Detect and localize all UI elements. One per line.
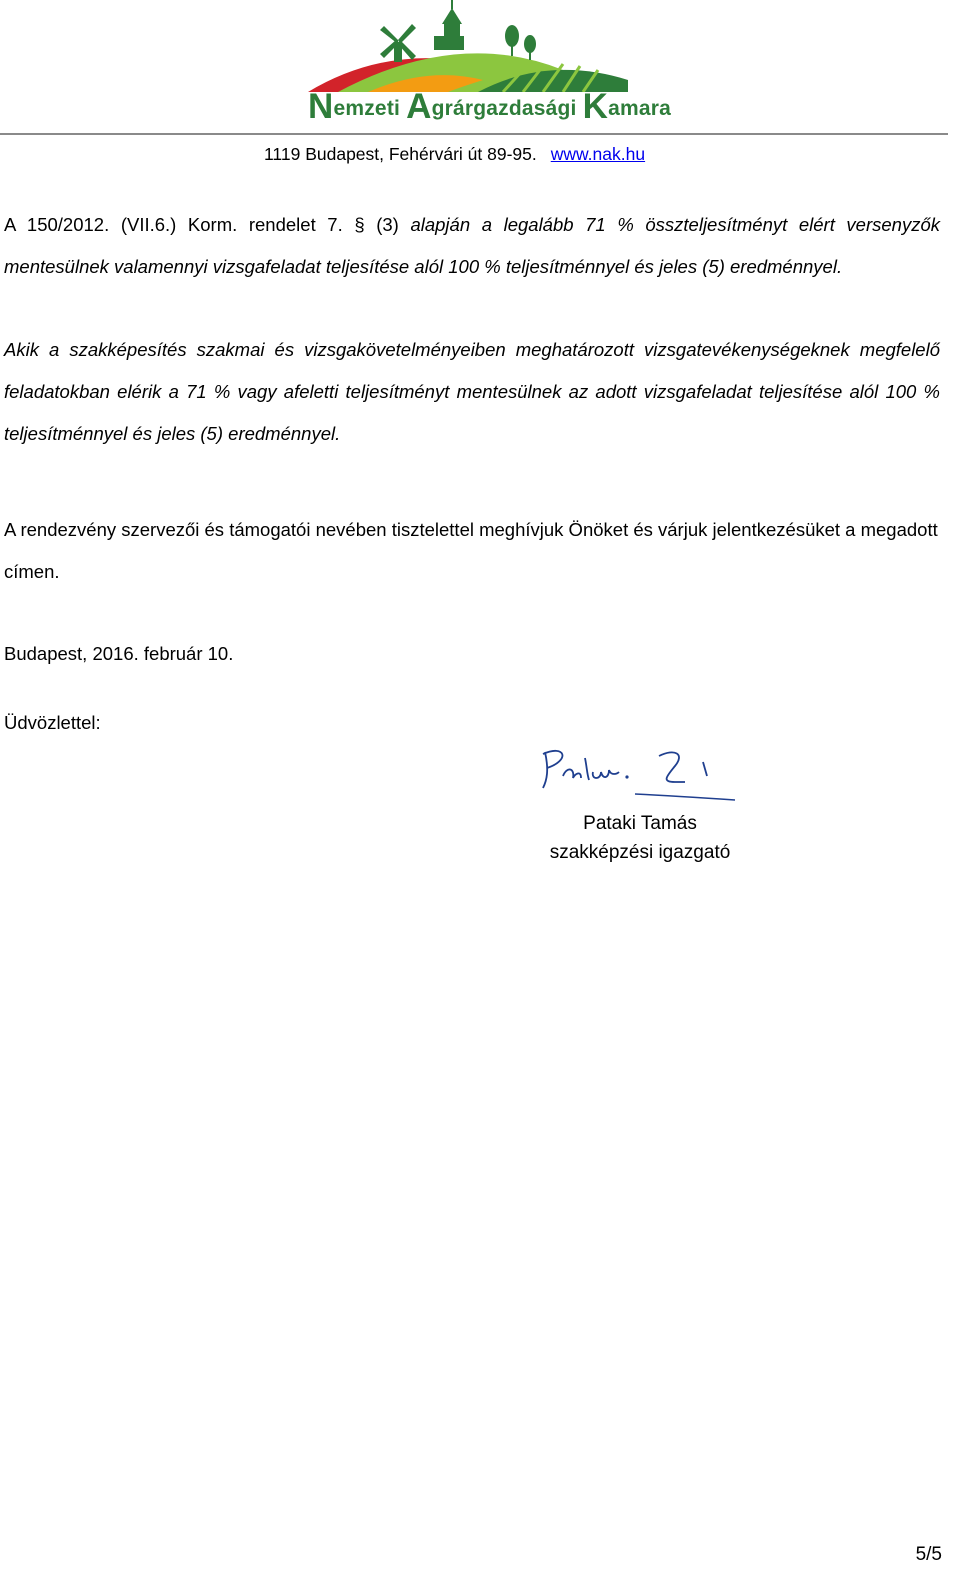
paragraph-invitation: A rendezvény szervezői és támogatói nevében tisztelettel meghívjuk Önöket és várjuk jelentkezésüket a megadott címen. (4, 519, 938, 582)
logo-letter-a: A (406, 87, 432, 126)
website-link[interactable]: www.nak.hu (550, 144, 646, 164)
logo-graphic (308, 0, 638, 92)
regulation-text: alapján a legalább 71 % összteljesítményt elért versenyzők mentesülnek valamennyi vizsgafeladat teljesítése alól 100 % teljesítménnyel és jeles (5) eredménnyel. (4, 214, 940, 277)
logo-letter-k: K (582, 87, 609, 126)
signer-block (545, 809, 735, 867)
paragraph-regulation (4, 204, 940, 288)
logo-word-emzeti: emzeti (333, 97, 407, 120)
date-line: Budapest, 2016. február 10. (4, 643, 234, 664)
header-divider (0, 133, 948, 135)
logo-word-amara: amara (608, 97, 671, 120)
logo-word-grargazdasagi: grárgazdasági (431, 97, 583, 120)
paragraph-exemption: Akik a szakképesítés szakmai és vizsgakövetelményeiben meghatározott vizsgatevékenységeknek megfelelő feladatokban elérik a 71 % vagy afeletti teljesítményt mentesülnek az adott vizsgafeladat teljesítése alól 100 % teljesítménnyel és jeles (5) eredménnyel. (4, 339, 940, 444)
logo-letter-n: N (308, 87, 334, 126)
header-address-line (264, 144, 645, 165)
page-number: 5/5 (915, 1544, 942, 1565)
windmill-icon (380, 24, 416, 62)
church-icon (434, 0, 464, 50)
regulation-reference: A 150/2012. (VII.6.) Korm. rendelet 7. § (3) (4, 214, 399, 235)
handwritten-signature (535, 740, 745, 810)
signer-title: szakképzési igazgató (549, 842, 731, 863)
greeting: Üdvözlettel: (4, 712, 101, 733)
logo-wordmark (308, 87, 671, 126)
address-text: 1119 Budapest, Fehérvári út 89-95. (264, 144, 537, 164)
signer-name: Pataki Tamás (583, 813, 697, 834)
tree-icon (505, 25, 536, 60)
organization-logo (308, 0, 671, 128)
